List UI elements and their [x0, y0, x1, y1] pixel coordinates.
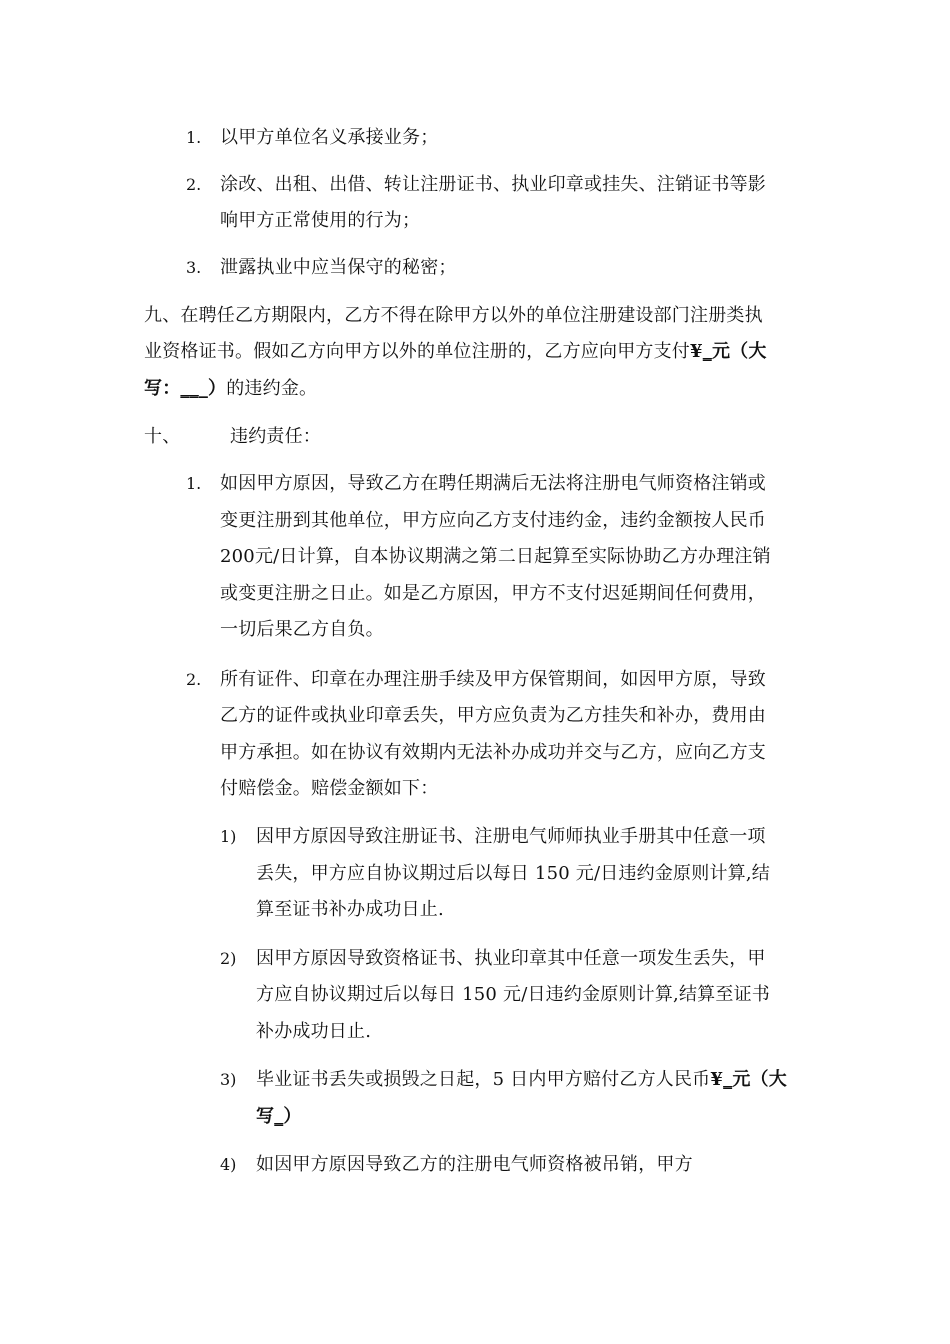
paragraph-text: 所有证件、印章在办理注册手续及甲方保管期间，如因甲方原，导致	[220, 669, 766, 690]
paragraph-text: 或变更注册之日止。如是乙方原因，甲方不支付迟延期间任何费用，	[220, 583, 766, 604]
list-item-text: 涂改、出租、出借、转让注册证书、执业印章或挂失、注销证书等影	[220, 174, 766, 195]
sub-item-text: 丢失，甲方应自协议期过后以每日 150 元/日违约金原则计算,结	[256, 863, 770, 884]
list-item-text: 泄露执业中应当保守的秘密；	[220, 257, 457, 278]
list-number: 2.	[186, 175, 202, 194]
sub-list-number: 2)	[220, 949, 237, 968]
list-number: 2.	[186, 670, 202, 689]
sub-item-text: 方应自协议期过后以每日 150 元/日违约金原则计算,结算至证书	[256, 984, 770, 1005]
paragraph-text: 变更注册到其他单位，甲方应向乙方支付违约金，违约金额按人民币	[220, 510, 766, 531]
paragraph-text: 甲方承担。如在协议有效期内无法补办成功并交与乙方，应向乙方支	[220, 742, 766, 763]
list-item-text: 响甲方正常使用的行为；	[220, 210, 421, 231]
clause-10-heading: 违约责任：	[230, 426, 321, 447]
sub-list-number: 3)	[220, 1070, 237, 1089]
clause-9-text: 九、在聘任乙方期限内，乙方不得在除甲方以外的单位注册建设部门注册类执	[144, 305, 763, 326]
sub-list-number: 4)	[220, 1155, 237, 1174]
paragraph-text: 乙方的证件或执业印章丢失，甲方应负责为乙方挂失和补办，费用由	[220, 705, 766, 726]
clause-9-text: 业资格证书。假如乙方向甲方以外的单位注册的，乙方应向甲方支付¥_元（大	[144, 341, 767, 362]
sub-item-text: 补办成功日止.	[256, 1021, 372, 1042]
list-number: 1.	[186, 128, 202, 147]
sub-item-text: 因甲方原因导致注册证书、注册电气师师执业手册其中任意一项	[256, 826, 766, 847]
list-number: 1.	[186, 474, 202, 493]
sub-item-text: 算至证书补办成功日止.	[256, 899, 444, 920]
sub-list-number: 1)	[220, 827, 237, 846]
clause-10-number: 十、	[144, 426, 181, 447]
list-item-text: 以甲方单位名义承接业务；	[220, 127, 439, 148]
sub-item-text: 因甲方原因导致资格证书、执业印章其中任意一项发生丢失，甲	[256, 948, 766, 969]
sub-item-text: 如因甲方原因导致乙方的注册电气师资格被吊销，甲方	[256, 1154, 693, 1175]
list-number: 3.	[186, 258, 202, 277]
paragraph-text: 一切后果乙方自负。	[220, 619, 384, 640]
clause-9-text: 写：___）的违约金。	[144, 378, 318, 399]
paragraph-text: 200元/日计算，自本协议期满之第二日起算至实际协助乙方办理注销	[220, 546, 771, 567]
paragraph-text: 如因甲方原因，导致乙方在聘任期满后无法将注册电气师资格注销或	[220, 473, 766, 494]
sub-item-text: 写_）	[256, 1106, 302, 1127]
paragraph-text: 付赔偿金。赔偿金额如下：	[220, 778, 439, 799]
sub-item-text: 毕业证书丢失或损毁之日起，5 日内甲方赔付乙方人民币¥_元（大	[256, 1069, 787, 1090]
